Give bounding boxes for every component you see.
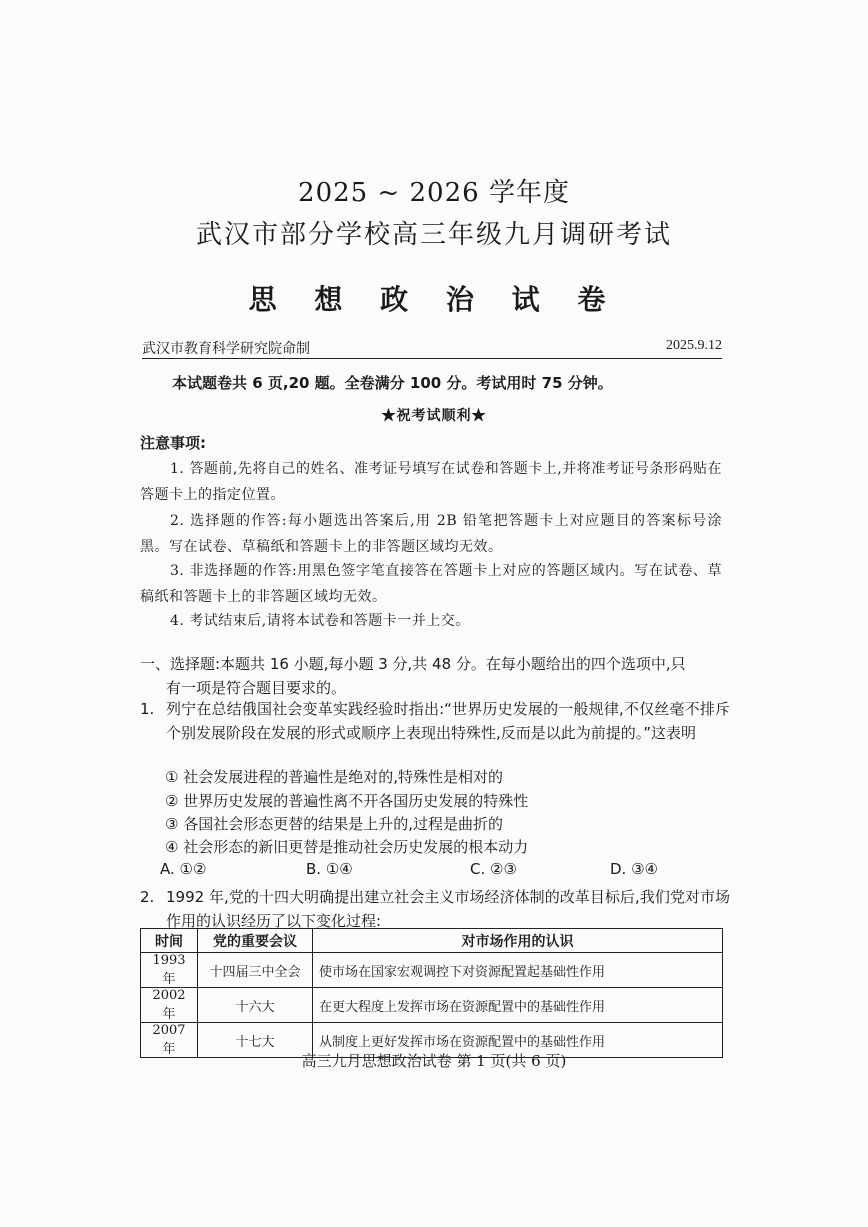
market-role-table	[140, 928, 723, 1058]
note-item: 1. 答题前,先将自己的姓名、准考证号填写在试卷和答题卡上,并将准考证号条形码贴在答题卡上的指定位置。	[140, 461, 722, 503]
table-cell: 使市场在国家宏观调控下对资源配置起基础性作用	[313, 953, 723, 988]
choice-d: D. ③④	[610, 860, 658, 878]
section-heading	[140, 652, 730, 700]
choice-b: B. ①④	[306, 860, 353, 878]
question-2	[140, 885, 730, 933]
statement-option: ② 世界历史发展的普遍性离不开各国历史发展的特殊性	[165, 792, 529, 810]
table-cell: 十六大	[198, 988, 313, 1023]
table-cell: 2002 年	[141, 988, 198, 1023]
note-item: 4. 考试结束后,请将本试卷和答题卡一并上交。	[170, 613, 470, 629]
note-item: 2. 选择题的作答:每小题选出答案后,用 2B 铅笔把答题卡上对应题目的答案标号涂黑。写在试卷、草稿纸和答题卡上的非答题区域均无效。	[140, 513, 722, 555]
issuer-line	[142, 338, 722, 359]
question-number: 2.	[140, 888, 155, 906]
section-heading-line1: 一、选择题:本题共 16 小题,每小题 3 分,共 48 分。在每小题给出的四个选项中,只	[140, 655, 686, 673]
table-cell: 在更大程度上发挥市场在资源配置中的基础性作用	[313, 988, 723, 1023]
year-title: 2025 ~ 2026 学年度	[298, 178, 570, 208]
table-header: 党的重要会议	[198, 929, 313, 953]
table-header: 时间	[141, 929, 198, 953]
question-stem: 1992 年,党的十四大明确提出建立社会主义市场经济体制的改革目标后,我们党对市场作用的认识经历了以下变化过程:	[166, 888, 730, 930]
subject-title: 思 想 政 治 试 卷	[248, 283, 620, 316]
note-item: 3. 非选择题的作答:用黑色签字笔直接答在答题卡上对应的答题区域内。写在试卷、草稿纸和答题卡上的非答题区域均无效。	[140, 563, 722, 605]
table-row	[141, 953, 723, 988]
table-cell: 从制度上更好发挥市场在资源配置中的基础性作用	[313, 1023, 723, 1058]
statement-option: ④ 社会形态的新旧更替是推动社会历史发展的根本动力	[165, 838, 529, 856]
page-footer: 高三九月思想政治试卷 第 1 页(共 6 页)	[301, 1052, 567, 1070]
good-luck-banner: ★祝考试顺利★	[381, 408, 487, 424]
exam-date: 2025.9.12	[666, 338, 722, 353]
exam-title: 武汉市部分学校高三年级九月调研考试	[195, 220, 672, 250]
table-header-row	[141, 929, 723, 953]
question-1	[140, 697, 730, 745]
choice-a: A. ①②	[160, 860, 207, 878]
table-cell: 十四届三中全会	[198, 953, 313, 988]
statement-option: ③ 各国社会形态更替的结果是上升的,过程是曲折的	[165, 815, 503, 833]
choice-c: C. ②③	[470, 860, 517, 878]
statement-option: ① 社会发展进程的普遍性是绝对的,特殊性是相对的	[165, 768, 503, 786]
issuer: 武汉市教育科学研究院命制	[142, 341, 310, 357]
table-row	[141, 988, 723, 1023]
table-cell: 十七大	[198, 1023, 313, 1058]
notes-heading: 注意事项:	[140, 434, 206, 452]
table-header: 对市场作用的认识	[313, 929, 723, 953]
table-cell: 1993 年	[141, 953, 198, 988]
question-number: 1.	[140, 700, 155, 718]
question-stem: 列宁在总结俄国社会变革实践经验时指出:“世界历史发展的一般规律,不仅丝毫不排斥个别发展阶段在发展的形式或顺序上表现出特殊性,反而是以此为前提的。”这表明	[166, 700, 730, 742]
section-heading-line2: 有一项是符合题目要求的。	[166, 679, 347, 697]
table-cell: 2007 年	[141, 1023, 198, 1058]
exam-notice: 本试题卷共 6 页,20 题。全卷满分 100 分。考试用时 75 分钟。	[172, 374, 613, 392]
